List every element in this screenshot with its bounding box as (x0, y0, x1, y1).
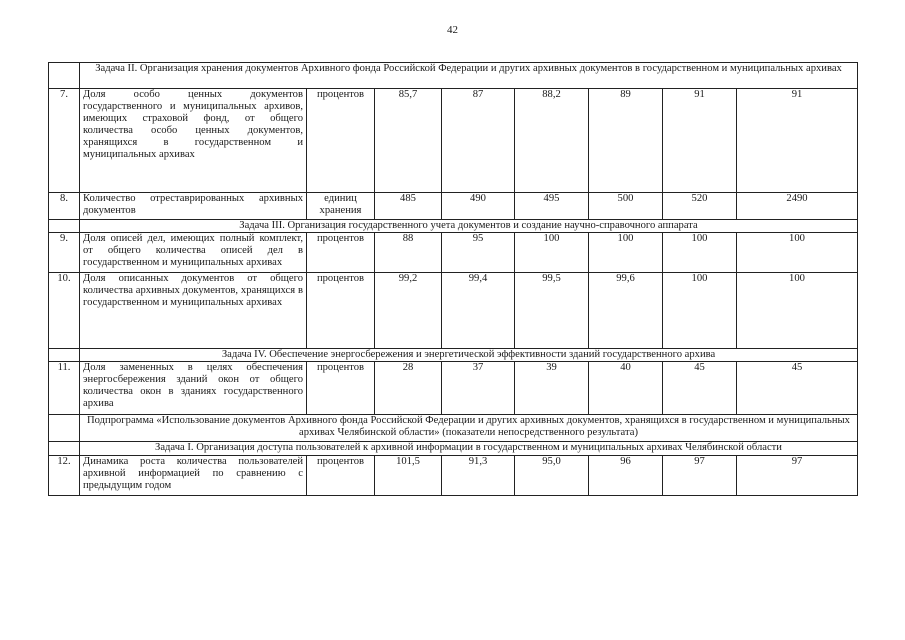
value-cell: 99,4 (442, 273, 515, 349)
value-cell: 91,3 (442, 456, 515, 496)
subprogram-title: Подпрограмма «Использование документов Архивного фонда Российской Федерации и других архивных документов, хранящихся в государственном и муниципальных архивах Челябинской области» (показатели непосредственного результата) (80, 415, 858, 442)
value-cell: 99,6 (589, 273, 663, 349)
indicator-name: Доля замененных в целях обеспечения энергосбережения зданий окон от общего количества окон в зданиях государственного архива (80, 362, 307, 415)
value-cell: 39 (515, 362, 589, 415)
indicator-name: Количество отреставрированных архивных документов (80, 193, 307, 220)
indicator-name: Доля описей дел, имеющих полный комплект, от общего количества описей дел в государственном и муниципальных архивах (80, 233, 307, 273)
section-row-task1 (49, 442, 858, 456)
total-cell: 2490 (737, 193, 858, 220)
table-row (49, 362, 858, 415)
value-cell: 100 (663, 273, 737, 349)
section-row-task2 (49, 63, 858, 89)
total-cell: 97 (737, 456, 858, 496)
value-cell: 91 (663, 89, 737, 193)
empty-cell (49, 415, 80, 442)
value-cell: 87 (442, 89, 515, 193)
empty-cell (49, 63, 80, 89)
empty-cell (49, 349, 80, 362)
value-cell: 101,5 (375, 456, 442, 496)
value-cell: 100 (663, 233, 737, 273)
unit-cell: процентов (307, 456, 375, 496)
section-title-task4: Задача IV. Обеспечение энергосбережения и энергетической эффективности зданий государственного архива (80, 349, 858, 362)
section-title-task2: Задача II. Организация хранения документов Архивного фонда Российской Федерации и других архивных документов в государственном и муниципальных архивах (80, 63, 858, 89)
section-title-task3: Задача III. Организация государственного учета документов и создание научно-справочного аппарата (80, 220, 858, 233)
unit-cell: процентов (307, 233, 375, 273)
value-cell: 495 (515, 193, 589, 220)
row-number: 12. (49, 456, 80, 496)
value-cell: 95,0 (515, 456, 589, 496)
row-number: 9. (49, 233, 80, 273)
unit-cell: процентов (307, 273, 375, 349)
section-title-task1: Задача I. Организация доступа пользователей к архивной информации в государственном и муниципальных архивах Челябинской области (80, 442, 858, 456)
value-cell: 28 (375, 362, 442, 415)
value-cell: 96 (589, 456, 663, 496)
table-row (49, 456, 858, 496)
table-row (49, 89, 858, 193)
indicator-name: Динамика роста количества пользователей архивной информацией по сравнению с предыдущим годом (80, 456, 307, 496)
value-cell: 100 (515, 233, 589, 273)
value-cell: 85,7 (375, 89, 442, 193)
value-cell: 100 (589, 233, 663, 273)
section-row-task3 (49, 220, 858, 233)
value-cell: 88 (375, 233, 442, 273)
table-row (49, 273, 858, 349)
value-cell: 37 (442, 362, 515, 415)
value-cell: 95 (442, 233, 515, 273)
value-cell: 520 (663, 193, 737, 220)
value-cell: 40 (589, 362, 663, 415)
indicator-name: Доля описанных документов от общего количества архивных документов, хранящихся в государственном и муниципальных архивах (80, 273, 307, 349)
value-cell: 99,2 (375, 273, 442, 349)
unit-cell: процентов (307, 89, 375, 193)
value-cell: 500 (589, 193, 663, 220)
row-number: 8. (49, 193, 80, 220)
value-cell: 485 (375, 193, 442, 220)
value-cell: 99,5 (515, 273, 589, 349)
row-number: 7. (49, 89, 80, 193)
value-cell: 89 (589, 89, 663, 193)
value-cell: 97 (663, 456, 737, 496)
value-cell: 490 (442, 193, 515, 220)
empty-cell (49, 220, 80, 233)
value-cell: 45 (663, 362, 737, 415)
empty-cell (49, 442, 80, 456)
total-cell: 100 (737, 273, 858, 349)
page-number: 42 (447, 24, 458, 36)
section-row-task4 (49, 349, 858, 362)
unit-cell: процентов (307, 362, 375, 415)
table-row (49, 233, 858, 273)
value-cell: 88,2 (515, 89, 589, 193)
total-cell: 91 (737, 89, 858, 193)
row-number: 11. (49, 362, 80, 415)
total-cell: 100 (737, 233, 858, 273)
table-row (49, 193, 858, 220)
unit-cell: единиц хранения (307, 193, 375, 220)
indicators-table (48, 62, 858, 496)
indicator-name: Доля особо ценных документов государственного и муниципальных архивов, имеющих страховой фонд, от общего количества особо ценных документов, хранящихся в государственном и муниципальных архивах (80, 89, 307, 193)
total-cell: 45 (737, 362, 858, 415)
row-number: 10. (49, 273, 80, 349)
subprogram-row (49, 415, 858, 442)
